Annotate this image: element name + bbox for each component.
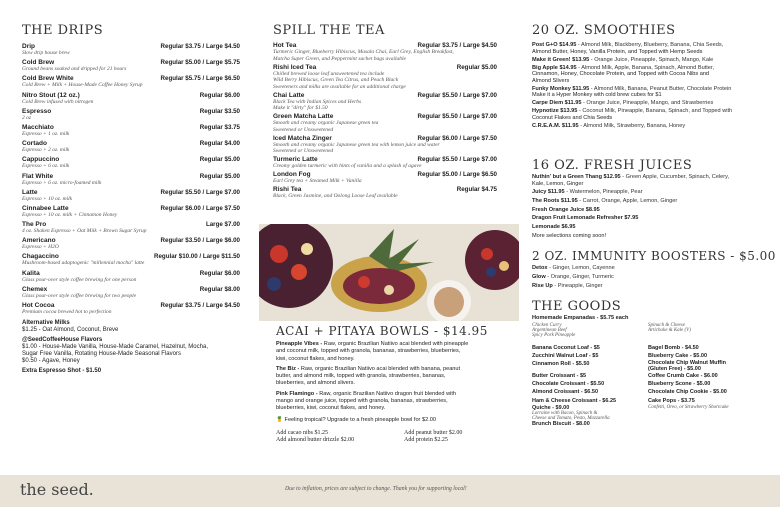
smoothies-heading: 20 OZ. SMOOTHIES xyxy=(532,23,676,38)
smoothies-line xyxy=(532,57,766,64)
juices-item xyxy=(532,207,766,214)
smoothies-item xyxy=(532,123,766,130)
drip-desc: Slow drip house brew xyxy=(22,50,70,56)
tea-name: Rishi Tea xyxy=(273,186,302,193)
drips-list xyxy=(22,43,240,375)
boosters-line xyxy=(532,274,766,281)
boosters-item xyxy=(532,265,766,272)
drip-item xyxy=(22,189,240,205)
smoothies-desc: Almond Slivers xyxy=(532,77,570,84)
drip-name: Chemex xyxy=(22,285,48,293)
extra-shot: Extra Espresso Shot - $1.50 xyxy=(22,368,102,375)
juices-name: Dragon Fruit Lemonade Refresher $7.95 xyxy=(532,215,639,222)
tea-item xyxy=(273,171,497,185)
smoothies-desc: - Orange Juice, Pineapple, Spinach, Mango, Kale xyxy=(590,56,714,63)
smoothies-item xyxy=(532,42,766,55)
smoothies-desc: - Almond Milk, Banana, Peanut Butter, Chocolate Protein xyxy=(590,85,732,92)
boosters-line xyxy=(532,265,766,272)
drip-price: Large $7.00 xyxy=(205,221,240,229)
tea-item xyxy=(273,186,497,200)
tea-desc: Matcha Super Green, and Peppermint sachet bags available xyxy=(273,55,406,62)
boosters-name: Rise Up xyxy=(532,283,553,289)
goods-item: Cake Pops - $3.75 xyxy=(648,397,695,404)
tea-list xyxy=(273,42,497,201)
drip-price: Regular $10.00 / Large $11.50 xyxy=(154,253,240,261)
drip-row xyxy=(22,43,240,50)
drip-row xyxy=(22,205,240,212)
smoothies-line xyxy=(532,123,766,130)
smoothies-line xyxy=(532,100,766,107)
juices-item xyxy=(532,224,766,231)
drip-desc: Espresso + 2 oz. milk xyxy=(22,147,70,154)
footer xyxy=(0,475,780,507)
smoothies-desc: - Almond Milk, Apple, Banana, Spinach, Almond Butter, xyxy=(578,64,715,71)
smoothies-item xyxy=(532,86,766,99)
bowl-desc-line: and coconut milk, topped with granola, bananas, strawberries, blueberries, xyxy=(276,348,461,355)
drip-price: Regular $8.00 xyxy=(199,285,240,293)
tea-price: Regular $5.00 xyxy=(456,63,497,71)
drip-price: Regular $3.50 xyxy=(199,107,240,115)
smoothies-name: Big Apple $14.95 xyxy=(532,64,577,71)
juices-item xyxy=(532,174,766,187)
drip-row xyxy=(22,302,240,309)
drip-row xyxy=(22,253,240,260)
drip-row xyxy=(22,286,240,293)
drip-item xyxy=(22,173,240,189)
drip-row xyxy=(22,221,240,228)
tea-desc: Turmeric Ginger, Blueberry Hibiscus, Masala Chai, Earl Grey, English Breakfast, xyxy=(273,49,454,55)
drip-desc: Espresso + 6 oz. milk xyxy=(22,163,70,170)
tea-desc: Make it "dirty" for $1.50 xyxy=(273,105,328,111)
juices-line xyxy=(532,189,766,196)
drip-name: Hot Cocoa xyxy=(22,302,55,309)
tea-name: Rishi Iced Tea xyxy=(273,63,317,71)
drip-price: Regular $5.50 / Large $7.00 xyxy=(160,188,240,196)
bowl-line xyxy=(276,341,502,348)
drip-name: Cold Brew White xyxy=(22,75,74,83)
tea-desc: Smooth and creamy organic Japanese green tea xyxy=(273,120,379,126)
tea-row xyxy=(273,156,497,163)
juices-line xyxy=(532,198,766,205)
tea-name: London Fog xyxy=(273,171,311,178)
drip-item xyxy=(22,108,240,124)
flavors-line: $1.00 - House-Made Vanilla, House-Made Caramel, Hazelnut, Mocha, xyxy=(22,344,208,351)
drip-item xyxy=(22,92,240,108)
empanadas-grid xyxy=(532,323,766,338)
drip-price: Regular $5.00 xyxy=(199,156,240,164)
drip-name: Nitro Stout (12 oz.) xyxy=(22,91,80,99)
drip-price: Regular $3.75 / Large $4.50 xyxy=(160,302,240,309)
smoothies-item xyxy=(532,100,766,107)
juices-name: The Roots $11.95 xyxy=(532,197,578,204)
bowl-desc-line: butter, and almond milk, topped with granola, strawberries, bananas, xyxy=(276,373,446,380)
alt-milks-title: Alternative Milks xyxy=(22,320,70,327)
drip-price: Regular $3.50 / Large $6.00 xyxy=(160,237,240,245)
boosters-desc: - Orange, Ginger, Turmeric xyxy=(547,274,614,280)
drip-name: Chagaccino xyxy=(22,253,59,261)
empanadas-title: Homemade Empanadas - $5.75 each xyxy=(532,315,629,321)
juices-more: More selections coming soon! xyxy=(532,232,606,239)
tea-row xyxy=(273,135,497,142)
drip-item xyxy=(22,156,240,172)
tea-row xyxy=(273,171,497,178)
bowls-section xyxy=(276,324,502,445)
drip-item xyxy=(22,205,240,221)
bowls-heading: ACAI + PITAYA BOWLS - $14.95 xyxy=(276,324,488,338)
smoothies-desc: - Almond Milk, Strawberry, Banana, Honey xyxy=(580,122,686,129)
tea-item xyxy=(273,135,497,155)
bowl-desc-line: blueberries, kiwi, coconut flakes, and honey. xyxy=(276,405,386,412)
tea-desc: Black Tea with Indian Spices and Herbs xyxy=(273,98,362,105)
smoothies-name: Funky Monkey $11.95 xyxy=(532,85,590,92)
drip-price: Regular $6.00 xyxy=(199,269,240,277)
drip-name: Macchiato xyxy=(22,123,54,131)
juices-name: Nuthin' but a Green Thang $12.95 xyxy=(532,174,621,180)
drip-item xyxy=(22,140,240,156)
bowl-name: The Biz - xyxy=(276,365,300,372)
tea-name: Green Matcha Latte xyxy=(273,113,334,120)
smoothies-name: Make it Green! $13.95 xyxy=(532,56,590,63)
smoothies-desc: - Coconut Milk, Pineapple, Banana, Spinach, and Topped with xyxy=(578,108,733,114)
drip-row xyxy=(22,124,240,131)
drip-desc: Espresso + 10 oz. milk + Cinnamon Honey xyxy=(22,211,118,218)
goods-item: Chocolate Croissant - $5.50 xyxy=(532,381,605,388)
bowls-upgrade: 🍍 Feeling tropical? Upgrade to a fresh pineapple bowl for $2.00 xyxy=(276,416,436,423)
boosters-heading: 2 OZ. IMMUNITY BOOSTERS - $5.00 xyxy=(532,249,776,263)
footer-note: Due to inflation, prices are subject to change. Thank you for supporting local! xyxy=(285,486,467,492)
drip-name: The Pro xyxy=(22,221,47,229)
boosters-item xyxy=(532,283,766,290)
tea-item xyxy=(273,156,497,170)
bowls-photo xyxy=(259,224,519,321)
drip-name: Drip xyxy=(22,43,35,50)
juices-heading: 16 OZ. FRESH JUICES xyxy=(532,158,693,173)
goods-item: Almond Croissant - $6.50 xyxy=(532,389,599,396)
tea-price: Regular $5.00 / Large $6.50 xyxy=(417,171,497,178)
smoothies-line xyxy=(532,108,766,115)
bowls-list xyxy=(276,341,502,413)
drip-price: Regular $5.75 / Large $6.50 xyxy=(160,75,240,83)
tea-desc: Creamy golden turmeric with hints of vanilla and a splash of agave xyxy=(273,163,422,169)
tea-desc: Sweetened or Unsweetened xyxy=(273,148,334,154)
goods-item: Coffee Crumb Cake - $6.00 xyxy=(648,372,718,379)
boosters-desc: - Ginger, Lemon, Cayenne xyxy=(549,265,615,271)
tea-price: Regular $3.75 / Large $4.50 xyxy=(417,42,497,49)
drip-item xyxy=(22,253,240,269)
drip-price: Regular $3.75 xyxy=(199,123,240,131)
drip-name: Cinnabee Latte xyxy=(22,204,69,212)
drip-desc: Espresso + H2O xyxy=(22,244,59,251)
drip-desc: Glass pour-over style coffee brewing for two people xyxy=(22,292,137,299)
drip-name: Latte xyxy=(22,188,38,196)
drip-price: Regular $6.00 xyxy=(199,91,240,99)
flavors-line: Sugar Free Vanilla, Rotating House-Made Seasonal Flavors xyxy=(22,351,181,358)
juices-line xyxy=(532,207,766,214)
goods-item: Butter Croissant - $5 xyxy=(532,372,587,379)
smoothies-desc: - Almond Milk, Blackberry, Blueberry, Banana, Chia Seeds, xyxy=(577,42,724,48)
tea-desc: Sweeteners and milks are available for an additional charge xyxy=(273,83,406,90)
bowl-desc-line: mango and orange juice, topped with granola, bananas, strawberries, xyxy=(276,398,448,405)
juices-desc: Kale, Lemon, Ginger xyxy=(532,180,584,187)
drip-name: Cortado xyxy=(22,140,47,148)
tea-desc: Smooth and creamy organic Japanese green tea with lemon juice and water xyxy=(273,141,440,148)
smoothies-item xyxy=(532,108,766,121)
drip-row xyxy=(22,108,240,115)
drip-name: Kalita xyxy=(22,269,40,277)
drip-row xyxy=(22,140,240,147)
drip-price: Regular $6.00 / Large $7.50 xyxy=(160,204,240,212)
boosters-line xyxy=(532,283,766,290)
tea-name: Turmeric Latte xyxy=(273,156,318,163)
drip-row xyxy=(22,92,240,99)
bowl-desc-line: Raw, organic Brazilian Natiivo acai blended with pineapple xyxy=(323,341,469,347)
tea-desc: Black, Green Jasmine, and Oolong Loose Leaf available xyxy=(273,193,398,199)
drip-desc: Glass pour-over style coffee brewing for one person xyxy=(22,276,137,283)
goods-item: Banana Coconut Loaf - $5 xyxy=(532,344,600,351)
empanada-flavor: Artichoke & Kale (V) xyxy=(648,327,691,333)
tea-name: Hot Tea xyxy=(273,42,297,49)
empanada-flavor: Spinach & Cheese xyxy=(648,322,685,328)
drip-item xyxy=(22,237,240,253)
drip-desc: 2 oz xyxy=(22,114,32,121)
drip-item xyxy=(22,75,240,91)
smoothies-name: C.R.E.A.M. $11.95 xyxy=(532,122,579,129)
tea-row xyxy=(273,64,497,71)
smoothies-desc: Cinnamon, Honey, Chocolate Protein, and Topped with Cocoa Nibs and xyxy=(532,71,710,77)
tea-price: Regular $5.50 / Large $7.00 xyxy=(417,156,497,163)
juices-name: Juicy $11.95 xyxy=(532,189,565,196)
drip-name: Flat White xyxy=(22,172,54,180)
juices-line xyxy=(532,224,766,231)
bowl-line xyxy=(276,366,502,373)
boosters-list xyxy=(532,265,766,292)
bowl-desc-line: blueberries, and almond slivers. xyxy=(276,380,355,387)
drip-extras xyxy=(22,320,240,375)
empanada-flavor: Chicken Curry xyxy=(532,322,562,328)
juices-name: Fresh Orange Juice $8.95 xyxy=(532,206,600,213)
drip-name: Espresso xyxy=(22,107,52,115)
drip-item xyxy=(22,124,240,140)
addon-item: Add almond butter drizzle $2.00 xyxy=(276,437,355,444)
bowl-item xyxy=(276,366,502,388)
goods-heading: THE GOODS xyxy=(532,299,622,314)
bowl-line xyxy=(276,391,502,398)
smoothies-name: Post G+O $14.95 xyxy=(532,42,577,48)
empanada-flavor: Spicy Pork Pineapple xyxy=(532,332,576,338)
drip-desc: Cold Brew + Milk + House-Made Coffee Honey Syrup xyxy=(22,82,143,89)
drip-desc: Ground beans soaked and dripped for 21 hours xyxy=(22,66,127,73)
empanada-flavor: Argentinean Beef xyxy=(532,327,567,333)
tea-row xyxy=(273,113,497,120)
drip-item xyxy=(22,59,240,75)
tea-item xyxy=(273,92,497,112)
smoothies-item xyxy=(532,65,766,85)
drip-row xyxy=(22,189,240,196)
goods-item: Blueberry Cake - $5.00 xyxy=(648,352,708,359)
drip-name: Cold Brew xyxy=(22,59,55,67)
drip-desc: 4 oz. Shaken Espresso + Oat Milk + Brown Sugar Syrup xyxy=(22,228,147,235)
drip-desc: Cold Brew infused with nitrogen xyxy=(22,98,94,105)
tea-price: Regular $6.00 / Large $7.50 xyxy=(417,134,497,142)
smoothies-desc: - Orange Juice, Pineapple, Mango, and Strawberries xyxy=(583,100,714,106)
drip-row xyxy=(22,270,240,277)
goods-section xyxy=(532,315,766,427)
goods-item: Chocolate Chip Walnut Muffin (Gluten Free) - $5.00 xyxy=(648,359,727,372)
smoothies-item xyxy=(532,57,766,64)
juices-item xyxy=(532,215,766,222)
drip-item xyxy=(22,270,240,286)
drip-price: Regular $4.00 xyxy=(199,140,240,148)
tea-name: Chai Latte xyxy=(273,91,305,99)
flavors-title: @SeedCoffeeHouse Flavors xyxy=(22,337,103,344)
goods-grid xyxy=(532,344,766,427)
bowl-desc-line: Raw, organic Brazilian Natiivo acai blended with banana, peanut xyxy=(300,365,461,372)
alt-milks-text: $1.25 - Oat Almond, Coconut, Breve xyxy=(22,327,119,334)
tea-row xyxy=(273,42,497,49)
drip-desc: Premium cocoa brewed hot to perfection xyxy=(22,309,112,315)
addon-item: Add peanut butter $2.00 xyxy=(404,429,463,436)
tea-heading: SPILL THE TEA xyxy=(273,23,385,38)
drip-desc: Espresso + 1 oz. milk xyxy=(22,130,70,137)
drip-price: Regular $5.00 / Large $5.75 xyxy=(160,59,240,67)
tea-item xyxy=(273,42,497,62)
juices-name: Lemonade $6.95 xyxy=(532,223,576,230)
drip-name: Cappuccino xyxy=(22,156,60,164)
cake-pops-desc: Confetti, Oreo, or Strawberry Shortcake xyxy=(648,404,729,410)
drip-item xyxy=(22,302,240,318)
drip-row xyxy=(22,173,240,180)
bowl-item xyxy=(276,391,502,413)
tea-price: Regular $5.50 / Large $7.00 xyxy=(417,91,497,99)
juices-line xyxy=(532,215,766,222)
smoothies-desc: Coconut Flakes and Chia Seeds xyxy=(532,114,613,121)
juices-desc: - Carrot, Orange, Apple, Lemon, Ginger xyxy=(579,197,678,204)
drip-price: Regular $5.00 xyxy=(199,172,240,180)
drips-heading: THE DRIPS xyxy=(22,23,104,38)
goods-item: Zucchini Walnut Loaf - $5 xyxy=(532,352,599,359)
bowl-desc-line: kiwi, coconut flakes, and honey. xyxy=(276,355,355,362)
drip-price: Regular $3.75 / Large $4.50 xyxy=(160,43,240,50)
tea-item xyxy=(273,64,497,91)
bowls-addons xyxy=(276,430,502,445)
tea-price: Regular $5.50 / Large $7.00 xyxy=(417,113,497,120)
boosters-name: Detox xyxy=(532,265,548,271)
addon-item: Add cacao nibs $1.25 xyxy=(276,429,328,436)
goods-item: Quiche - $9.00 Lorraine with Bacon, Spinach & Cheese and Tomato, Pesto, Mozzarella Brunch Biscuit - $8.00 xyxy=(532,404,610,427)
smoothies-name: Hypnotize $13.95 xyxy=(532,108,578,114)
bowl-name: Pineapple Vibes - xyxy=(276,341,323,347)
smoothies-desc: Make it a Hyper Monkey with cold brew cubes for $1 xyxy=(532,92,662,98)
drip-row xyxy=(22,237,240,244)
tea-desc: Earl Grey tea + Steamed Milk + Vanilla xyxy=(273,178,362,184)
drip-desc: Mushroom-based adaptogenic "millennial mocha" latte xyxy=(22,260,145,267)
brand-logo: the seed. xyxy=(20,480,94,499)
drip-item xyxy=(22,221,240,237)
boosters-item xyxy=(532,274,766,281)
bowl-name: Pink Flamingo - xyxy=(276,390,318,397)
flavors-line: $0.50 - Agave, Honey xyxy=(22,358,80,365)
drip-item xyxy=(22,286,240,302)
tea-row xyxy=(273,186,497,193)
juices-desc: - Green Apple, Cucumber, Spinach, Celery, xyxy=(622,174,730,180)
juices-list xyxy=(532,174,766,239)
tea-row xyxy=(273,92,497,99)
juices-desc: - Watermelon, Pineapple, Pear xyxy=(566,189,643,196)
smoothies-list xyxy=(532,42,766,131)
addon-item: Add protein $2.25 xyxy=(404,437,448,444)
juices-item xyxy=(532,198,766,205)
boosters-desc: - Pineapple, Ginger xyxy=(554,283,603,289)
drip-desc: Espresso + 10 oz. milk xyxy=(22,195,73,202)
tea-item xyxy=(273,113,497,133)
goods-item: Ham & Cheese Croissant - $6.25 xyxy=(532,397,617,404)
drip-desc: Espresso + 6 oz. micro-foamed milk xyxy=(22,179,102,186)
tea-desc: Wild Berry Hibiscus, Green Tea Citrus, and Peach Black xyxy=(273,77,399,83)
goods-item: Chocolate Chip Cookie - $5.00 xyxy=(648,389,727,396)
tea-desc: Chilled brewed loose leaf unsweetened tea include xyxy=(273,70,385,77)
drip-item xyxy=(22,43,240,59)
drip-row xyxy=(22,156,240,163)
juices-item xyxy=(532,189,766,196)
drip-name: Americano xyxy=(22,237,56,245)
boosters-name: Glow xyxy=(532,274,546,280)
bowl-item xyxy=(276,341,502,363)
smoothies-name: Carpe Diem $11.95 xyxy=(532,100,582,106)
tea-name: Iced Matcha Zinger xyxy=(273,134,332,142)
goods-item: Blueberry Scone - $5.00 xyxy=(648,381,711,388)
smoothies-desc: Almond Butter, Honey, Vanilla Protein, and Topped with Hemp Seeds xyxy=(532,48,703,55)
tea-price: Regular $4.75 xyxy=(456,186,497,193)
pineapple-icon: 🍍 xyxy=(276,416,285,423)
bowl-desc-line: Raw, organic Brazilian Natiivo dragon fruit blended with xyxy=(319,390,457,397)
goods-item: Bagel Bomb - $4.50 xyxy=(648,344,699,351)
goods-item: Cinnamon Roll - $5.50 xyxy=(532,360,590,367)
tea-desc: Sweetened or Unsweetened xyxy=(273,126,334,133)
